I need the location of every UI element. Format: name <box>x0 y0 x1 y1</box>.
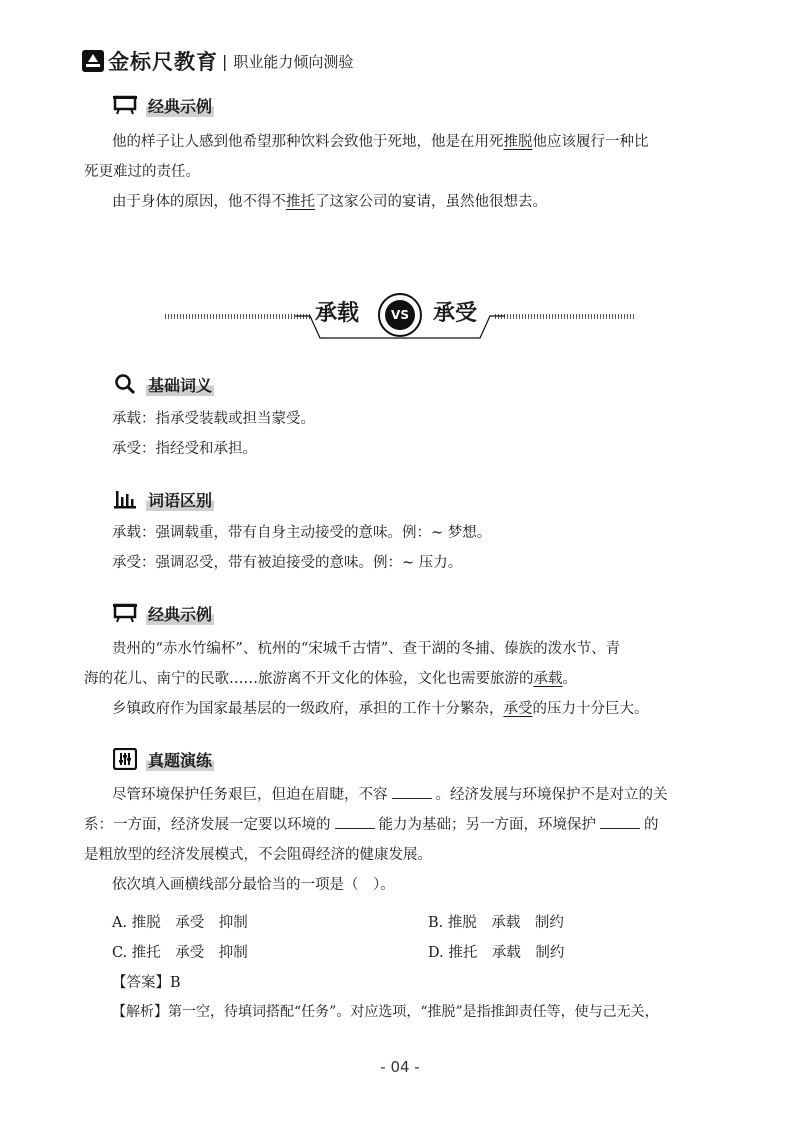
comparison-title <box>165 286 635 342</box>
question-line: 尽管环境保护任务艰巨，但迫在眉睫，不容 。经济发展与环境保护不是对立的关 <box>112 787 668 803</box>
option-b: B. 推脱 承载 制约 <box>428 915 564 931</box>
question-line: 系：一方面，经济发展一定要以环境的 能力为基础；另一方面，环境保护 的 <box>84 817 659 833</box>
question-line: 是粗放型的经济发展模式，不会阻碍经济的健康发展。 <box>84 847 432 863</box>
option-c: C. 推托 承受 抑制 <box>112 945 248 961</box>
definition-line: 承载：指承受装载或担当蒙受。 <box>112 411 315 427</box>
title-rule-left <box>165 314 310 319</box>
top-example-block <box>84 127 712 217</box>
example-sentence: 贵州的“赤水竹编杯”、杭州的“宋城千古情”、查干湖的冬捕、傣族的泼水节、青 <box>112 641 621 657</box>
option-d: D. 推托 承载 制约 <box>428 945 565 961</box>
equalizer-icon <box>112 748 138 770</box>
example-sentence: 由于身体的原因，他不得不推托了这家公司的宴请，虽然他很想去。 <box>112 194 547 210</box>
analysis-line: 【解析】第一空，待填词搭配“任务”。对应选项，“推脱”是指推卸责任等，使与己无关， <box>112 1004 659 1020</box>
exercise-block <box>84 780 724 900</box>
section-heading-examples <box>112 600 214 626</box>
example-sentence: 他的样子让人感到他希望那种饮料会致他于死地，他是在用死推脱他应该履行一种比 <box>112 134 649 150</box>
vs-label: VS <box>385 300 415 330</box>
basic-meaning-block <box>112 404 712 464</box>
diff-line: 承受：强调忍受，带有被迫接受的意味。例：~ 压力。 <box>112 555 463 571</box>
answer-blank <box>392 786 432 799</box>
header-separator: | <box>222 51 228 71</box>
option-a: A. 推脱 承受 抑制 <box>112 915 248 931</box>
section-heading-exercise <box>112 746 214 772</box>
section-heading-label: 词语区别 <box>146 488 214 511</box>
section-heading-label: 真题演练 <box>146 748 214 771</box>
answer-blank <box>335 816 375 829</box>
section-heading-label: 基础词义 <box>146 373 214 396</box>
answer-blank <box>600 816 640 829</box>
board-icon <box>112 94 138 116</box>
compare-word-right: 承受 <box>433 300 478 326</box>
brand-name: 金标尺教育 <box>108 50 218 74</box>
brand-logo-icon <box>82 50 104 72</box>
header-subtitle: 职业能力倾向测验 <box>233 52 354 71</box>
examples-block <box>84 634 722 724</box>
question-prompt: 依次填入画横线部分最恰当的一项是（ ）。 <box>112 877 395 893</box>
title-rule-right <box>495 314 635 319</box>
vs-badge <box>378 293 422 337</box>
example-sentence: 乡镇政府作为国家最基层的一级政府，承担的工作十分繁杂，承受的压力十分巨大。 <box>112 701 649 717</box>
section-heading-label: 经典示例 <box>146 94 214 117</box>
magnifier-icon <box>112 373 138 395</box>
word-diff-block <box>112 518 712 578</box>
section-heading-diff <box>112 486 214 512</box>
example-sentence-cont: 海的花儿、南宁的民歌……旅游离不开文化的体验，文化也需要旅游的承载。 <box>84 671 577 687</box>
answer-line: 【答案】B <box>112 975 181 991</box>
board-icon <box>112 602 138 624</box>
example-sentence-cont: 死更难过的责任。 <box>84 164 200 180</box>
diff-line: 承载：强调载重，带有自身主动接受的意味。例：~ 梦想。 <box>112 525 492 541</box>
definition-line: 承受：指经受和承担。 <box>112 441 257 457</box>
page-number: - 04 - <box>380 1058 420 1076</box>
section-heading-label: 经典示例 <box>146 602 214 625</box>
bar-chart-icon <box>112 488 138 510</box>
compare-word-left: 承载 <box>315 300 360 326</box>
page-header <box>82 46 353 76</box>
section-heading-examples-top <box>112 92 214 118</box>
section-heading-basic <box>112 371 214 397</box>
